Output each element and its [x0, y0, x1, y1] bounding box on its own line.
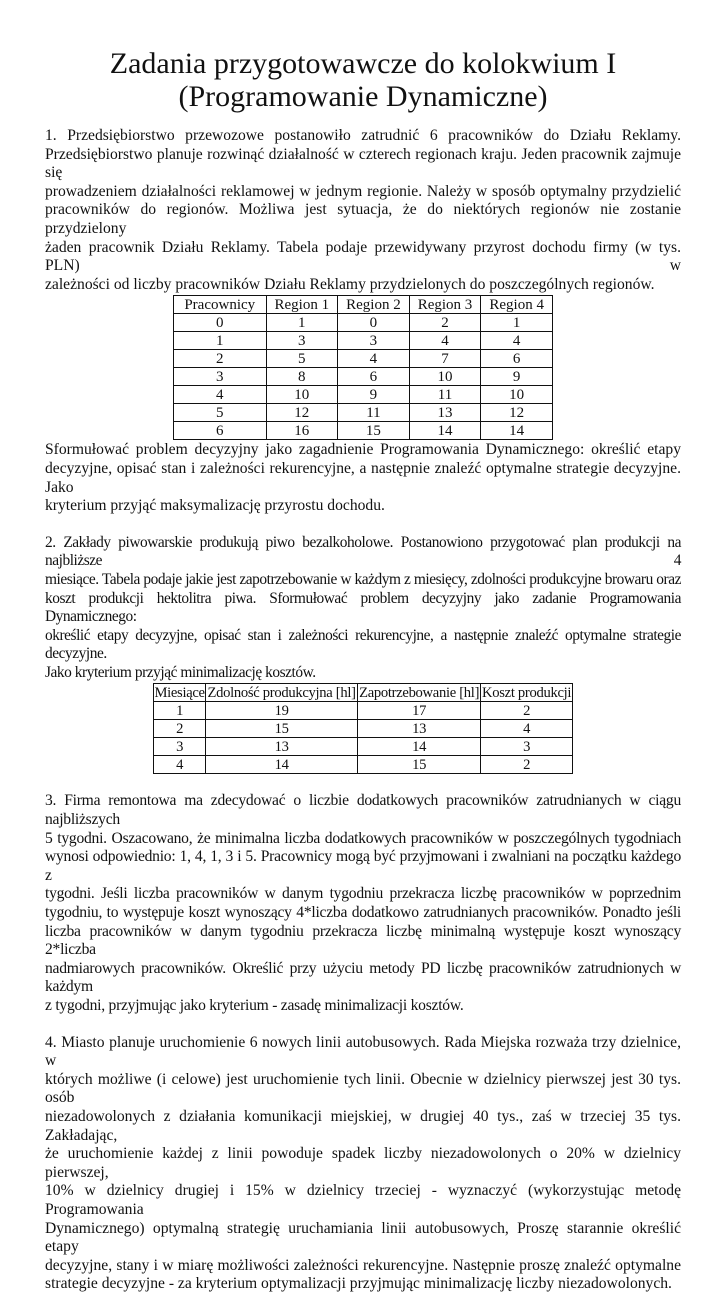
table-cell: 1	[154, 702, 206, 720]
text-line: 2. Zakłady piwowarskie produkują piwo bezalkoholowe. Postanowiono przygotować plan produkcji na najbliższe 4	[45, 533, 681, 570]
table-row	[174, 368, 553, 386]
table-cell: 9	[481, 368, 553, 386]
table-cell: 2	[481, 756, 573, 774]
text-line: tygodni. Jeśli liczba pracowników w danym tygodniu przekracza liczbę pracowników w poprzednim	[45, 885, 681, 903]
table-row	[174, 422, 553, 440]
text-line: 5 tygodni. Oszacowano, że minimalna liczba dodatkowych pracowników w poszczególnych tygodniach	[45, 829, 681, 847]
table-cell: 6	[174, 422, 267, 440]
text-line: decyzyjne, stany i w miarę możliwości zależności rekurencyjne. Następnie proszę znaleźć optymalne	[45, 1256, 681, 1274]
table-cell: 2	[481, 702, 573, 720]
text-line: kryterium przyjąć maksymalizację przyrostu dochodu.	[45, 497, 385, 515]
table-row	[154, 720, 573, 738]
text-line: 3. Firma remontowa ma zdecydować o liczbie dodatkowych pracowników zatrudnianych w ciągu najbliższych	[45, 792, 681, 829]
table-cell: 2	[409, 314, 481, 332]
table-cell: 6	[338, 368, 410, 386]
table-cell: 19	[206, 702, 358, 720]
table-cell: 10	[481, 386, 553, 404]
table-cell: 11	[338, 404, 410, 422]
text-line: koszt produkcji hektolitra piwa. Sformułować problem decyzyjny jako zadanie Programowania Dynamicznego:	[45, 589, 681, 626]
text-line: że uruchomienie każdej z linii powoduje spadek liczby niezadowolonych o 20% w dzielnicy pierwszej,	[45, 1145, 681, 1181]
document-title	[45, 47, 681, 113]
text-line: 4. Miasto planuje uruchomienie 6 nowych linii autobusowych. Rada Miejska rozważa trzy dzielnice, w	[45, 1033, 681, 1070]
table-row	[174, 404, 553, 422]
table-cell: 2	[174, 350, 267, 368]
table-cell: 14	[409, 422, 481, 440]
task1-outro	[45, 441, 681, 515]
table-cell: 11	[409, 386, 481, 404]
table-cell: 1	[481, 314, 553, 332]
column-header: Region 2	[338, 296, 410, 314]
table-cell: 13	[358, 720, 481, 738]
table-cell: 3	[266, 332, 338, 350]
text-line: wynosi odpowiednio: 1, 4, 1, 3 i 5. Pracownicy mogą być przyjmowani i zwalniani na początku każdego z	[45, 848, 681, 884]
table-cell: 3	[481, 738, 573, 756]
task3-text	[45, 792, 681, 1015]
table-cell: 1	[174, 332, 267, 350]
table-row	[154, 756, 573, 774]
text-line: prowadzeniem działalności reklamowej w jednym regionie. Należy w sposób optymalny przydzielić	[45, 182, 681, 200]
table-cell: 4	[409, 332, 481, 350]
table-cell: 4	[481, 720, 573, 738]
table-cell: 2	[154, 720, 206, 738]
column-header: Zdolność produkcyjna [hl]	[207, 684, 356, 701]
column-header: Region 4	[481, 296, 553, 314]
text-line: 10% w dzielnicy drugiej i 15% w dzielnicy trzeciej - wyznaczyć (wykorzystując metodę Programowania	[45, 1182, 681, 1218]
column-header: Region 1	[266, 296, 338, 314]
table-cell: 1	[266, 314, 338, 332]
table-row	[154, 702, 573, 720]
table-cell: 5	[174, 404, 267, 422]
table-cell: 12	[481, 404, 553, 422]
table-header-row	[174, 296, 553, 314]
text-line: nadmiarowych pracowników. Określić przy użyciu metody PD liczbę pracowników zatrudnionych w każdym	[45, 959, 681, 996]
text-line: Dynamicznego) optymalną strategię uruchamiania linii autobusowych, Proszę starannie określić etapy	[45, 1219, 681, 1256]
table-cell: 16	[266, 422, 338, 440]
text-line: miesiące. Tabela podaje jakie jest zapotrzebowanie w każdym z miesięcy, zdolności produkcyjne browaru oraz	[45, 570, 681, 588]
text-line: Przedsiębiorstwo planuje rozwinąć działalność w czterech regionach kraju. Jeden pracownik zajmuje się	[45, 145, 681, 182]
task1-table	[173, 295, 553, 440]
table-cell: 7	[409, 350, 481, 368]
table-header-row	[154, 684, 573, 702]
text-line: których możliwe (i celowe) jest uruchomienie tych linii. Obecnie w dzielnicy pierwszej jest 30 tys. osób	[45, 1070, 681, 1107]
table-cell: 13	[409, 404, 481, 422]
table-cell: 6	[481, 350, 553, 368]
table-cell: 3	[338, 332, 410, 350]
table-row	[174, 332, 553, 350]
table-cell: 14	[206, 756, 358, 774]
table-row	[174, 350, 553, 368]
table-cell: 17	[358, 702, 481, 720]
task4-text	[45, 1034, 681, 1294]
table-cell: 3	[154, 738, 206, 756]
table-row	[174, 386, 553, 404]
title-line-1: Zadania przygotowawcze do kolokwium I	[109, 47, 617, 80]
column-header: Region 3	[409, 296, 481, 314]
text-line: Sformułować problem decyzyjny jako zagadnienie Programowania Dynamicznego: określić etapy	[45, 441, 681, 459]
task1-intro	[45, 127, 681, 294]
column-header: Miesiące	[154, 684, 205, 701]
text-line: określić etapy decyzyjne, opisać stan i zależności rekurencyjne, a następnie znaleźć optymalne strategie decyzyjne.	[45, 626, 681, 663]
task2-table	[153, 683, 573, 774]
table-cell: 8	[266, 368, 338, 386]
table-cell: 15	[338, 422, 410, 440]
table-cell: 15	[358, 756, 481, 774]
table-cell: 10	[266, 386, 338, 404]
column-header: Zapotrzebowanie [hl]	[359, 684, 480, 701]
text-line: z tygodni, przyjmując jako kryterium - zasadę minimalizacji kosztów.	[45, 997, 464, 1014]
column-header: Pracownicy	[174, 296, 267, 314]
table-cell: 12	[266, 404, 338, 422]
table-cell: 15	[206, 720, 358, 738]
table-cell: 10	[409, 368, 481, 386]
table-row	[154, 738, 573, 756]
text-line: tygodniu, to występuje koszt wynoszący 4*liczba dodatkowo zatrudnianych pracowników. Ponadto jeśli	[45, 904, 681, 922]
table-cell: 13	[206, 738, 358, 756]
text-line: decyzyjne, opisać stan i zależności rekurencyjne, a następnie znaleźć optymalne strategie decyzyjne. Jako	[45, 459, 681, 496]
table-cell: 9	[338, 386, 410, 404]
text-line: 1. Przedsiębiorstwo przewozowe postanowiło zatrudnić 6 pracowników do Działu Reklamy.	[45, 127, 681, 144]
table-cell: 3	[174, 368, 267, 386]
title-line-2: (Programowanie Dynamiczne)	[178, 80, 548, 113]
table-cell: 0	[174, 314, 267, 332]
table-cell: 14	[358, 738, 481, 756]
table-cell: 4	[154, 756, 206, 774]
text-line: pracowników do regionów. Możliwa jest sytuacja, że do niektórych regionów nie zostanie przydzielony	[45, 201, 681, 237]
table-cell: 0	[338, 314, 410, 332]
text-line: strategie decyzyjne - za kryterium optymalizacji przyjmując minimalizację liczby niezadowolonych.	[45, 1275, 672, 1293]
text-line: żaden pracownik Działu Reklamy. Tabela podaje przewidywany przyrost dochodu firmy (w tys. PLN) w	[45, 238, 681, 275]
table-row	[174, 314, 553, 332]
text-line: Jako kryterium przyjąć minimalizację kosztów.	[45, 663, 316, 681]
table-cell: 5	[266, 350, 338, 368]
table-cell: 4	[174, 386, 267, 404]
text-line: zależności od liczby pracowników Działu Reklamy przydzielonych do poszczególnych regionów.	[45, 275, 655, 293]
text-line: niezadowolonych z działania komunikacji miejskiej, w drugiej 40 tys., zaś w trzeciej 35 tys. Zakładając,	[45, 1107, 681, 1144]
task2-intro	[45, 534, 681, 683]
table-cell: 4	[481, 332, 553, 350]
column-header: Koszt produkcji	[482, 684, 572, 701]
table-cell: 14	[481, 422, 553, 440]
table-cell: 4	[338, 350, 410, 368]
text-line: liczba pracowników w danym tygodniu przekracza liczbę minimalną występuje koszt wynoszący 2*liczba	[45, 922, 681, 959]
